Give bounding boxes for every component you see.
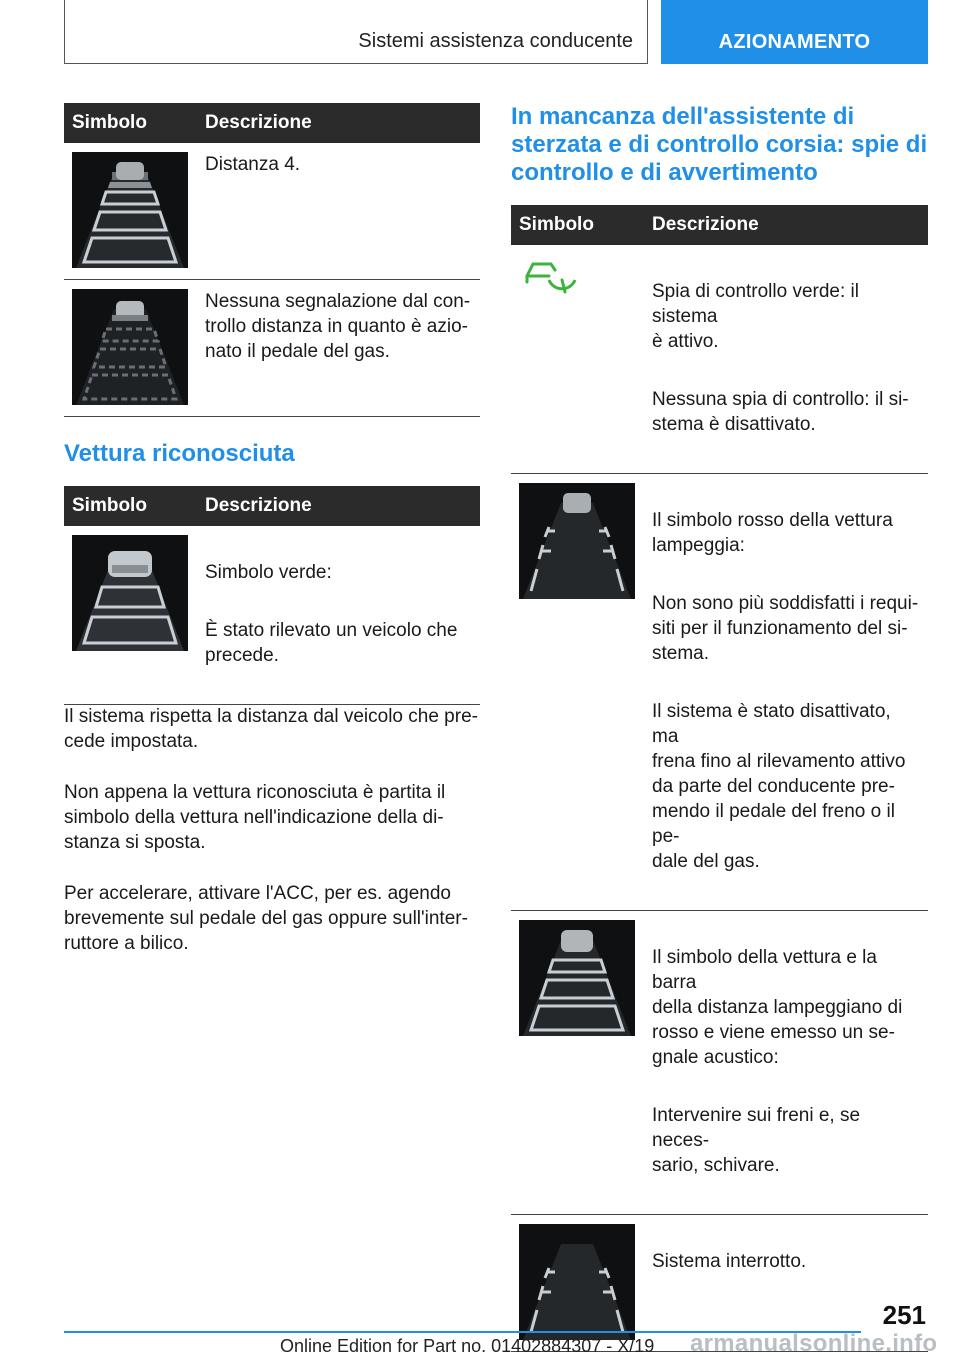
page-header <box>64 0 928 64</box>
edition-note: Online Edition for Part no. 01402884307 - X/19 <box>280 1336 655 1356</box>
header-section-box <box>64 0 648 64</box>
body-paragraph: Non appena la vettura riconosciuta è partita il simbolo della vettura nell'indicazione della di- stanza si sposta. <box>64 782 446 853</box>
row-description: Il sistema è stato disattivato, ma frena fino al rilevamento attivo da parte del conducente pre- mendo il pedale del freno o il pe- dale del gas. <box>652 701 906 872</box>
watermark: armanualsonline.info <box>690 1330 938 1357</box>
row-description: Sistema interrotto. <box>652 1251 807 1272</box>
vehicle-detected-table <box>64 486 480 705</box>
row-description: Nessuna spia di controllo: il si- stema è disattivato. <box>652 389 909 435</box>
row-description: Distanza 4. <box>205 154 301 175</box>
section-title-vehicle-detected: Vettura riconosciuta <box>64 440 295 467</box>
acc-no-signal-icon <box>72 289 188 405</box>
header-chapter-tab: AZIONAMENTO <box>661 0 928 64</box>
system-interrupted-icon <box>519 1224 635 1340</box>
table-header-description: Descrizione <box>197 486 480 526</box>
row-description: Intervenire sui freni e, se neces- sario, schivare. <box>652 1105 861 1176</box>
steering-assist-table <box>511 205 928 1352</box>
row-description: Nessuna segnalazione dal con- trollo distanza in quanto è azio- nato il pedale del gas. <box>205 291 471 362</box>
table-row <box>64 526 480 705</box>
table-header-symbol: Simbolo <box>511 205 644 245</box>
row-description: Simbolo verde: <box>205 562 332 583</box>
section-title-no-steering-assist: In mancanza dell'assistente di sterzata e di controllo corsia: spie di controllo e di avvertimento <box>511 103 928 186</box>
steering-assist-green-icon <box>519 254 579 304</box>
vehicle-red-blinking-icon <box>519 483 635 599</box>
vehicle-and-bar-red-icon <box>519 920 635 1036</box>
row-description: Spia di controllo verde: il sistema è attivo. <box>652 281 859 352</box>
table-row <box>511 245 928 474</box>
table-row <box>511 911 928 1215</box>
row-description: È stato rilevato un veicolo che precede. <box>205 620 458 666</box>
table-header-symbol: Simbolo <box>64 103 197 143</box>
vehicle-detected-icon <box>72 535 188 651</box>
body-paragraph: Il sistema rispetta la distanza dal veicolo che pre- cede impostata. <box>64 706 478 752</box>
page-number: 251 <box>882 1300 926 1330</box>
row-description: Il simbolo della vettura e la barra della distanza lampeggiano di rosso e viene emesso un se- gnale acustico: <box>652 947 903 1068</box>
table-header-description: Descrizione <box>197 103 480 143</box>
body-paragraph: Per accelerare, attivare l'ACC, per es. agendo brevemente sul pedale del gas oppure sull'inter- ruttore a bilico. <box>64 883 468 954</box>
acc-distance-4-icon <box>72 152 188 268</box>
row-description: Il simbolo rosso della vettura lampeggia: <box>652 510 893 556</box>
header-section-title: Sistemi assistenza conducente <box>358 30 633 52</box>
vehicle-detected-body <box>64 686 480 982</box>
table-header-symbol: Simbolo <box>64 486 197 526</box>
table-row <box>511 474 928 911</box>
row-description: Non sono più soddisfatti i requi- siti per il funzionamento del si- stema. <box>652 593 919 664</box>
distance-symbol-table <box>64 103 480 417</box>
table-row <box>64 280 480 417</box>
table-row <box>64 143 480 280</box>
table-header-description: Descrizione <box>644 205 928 245</box>
